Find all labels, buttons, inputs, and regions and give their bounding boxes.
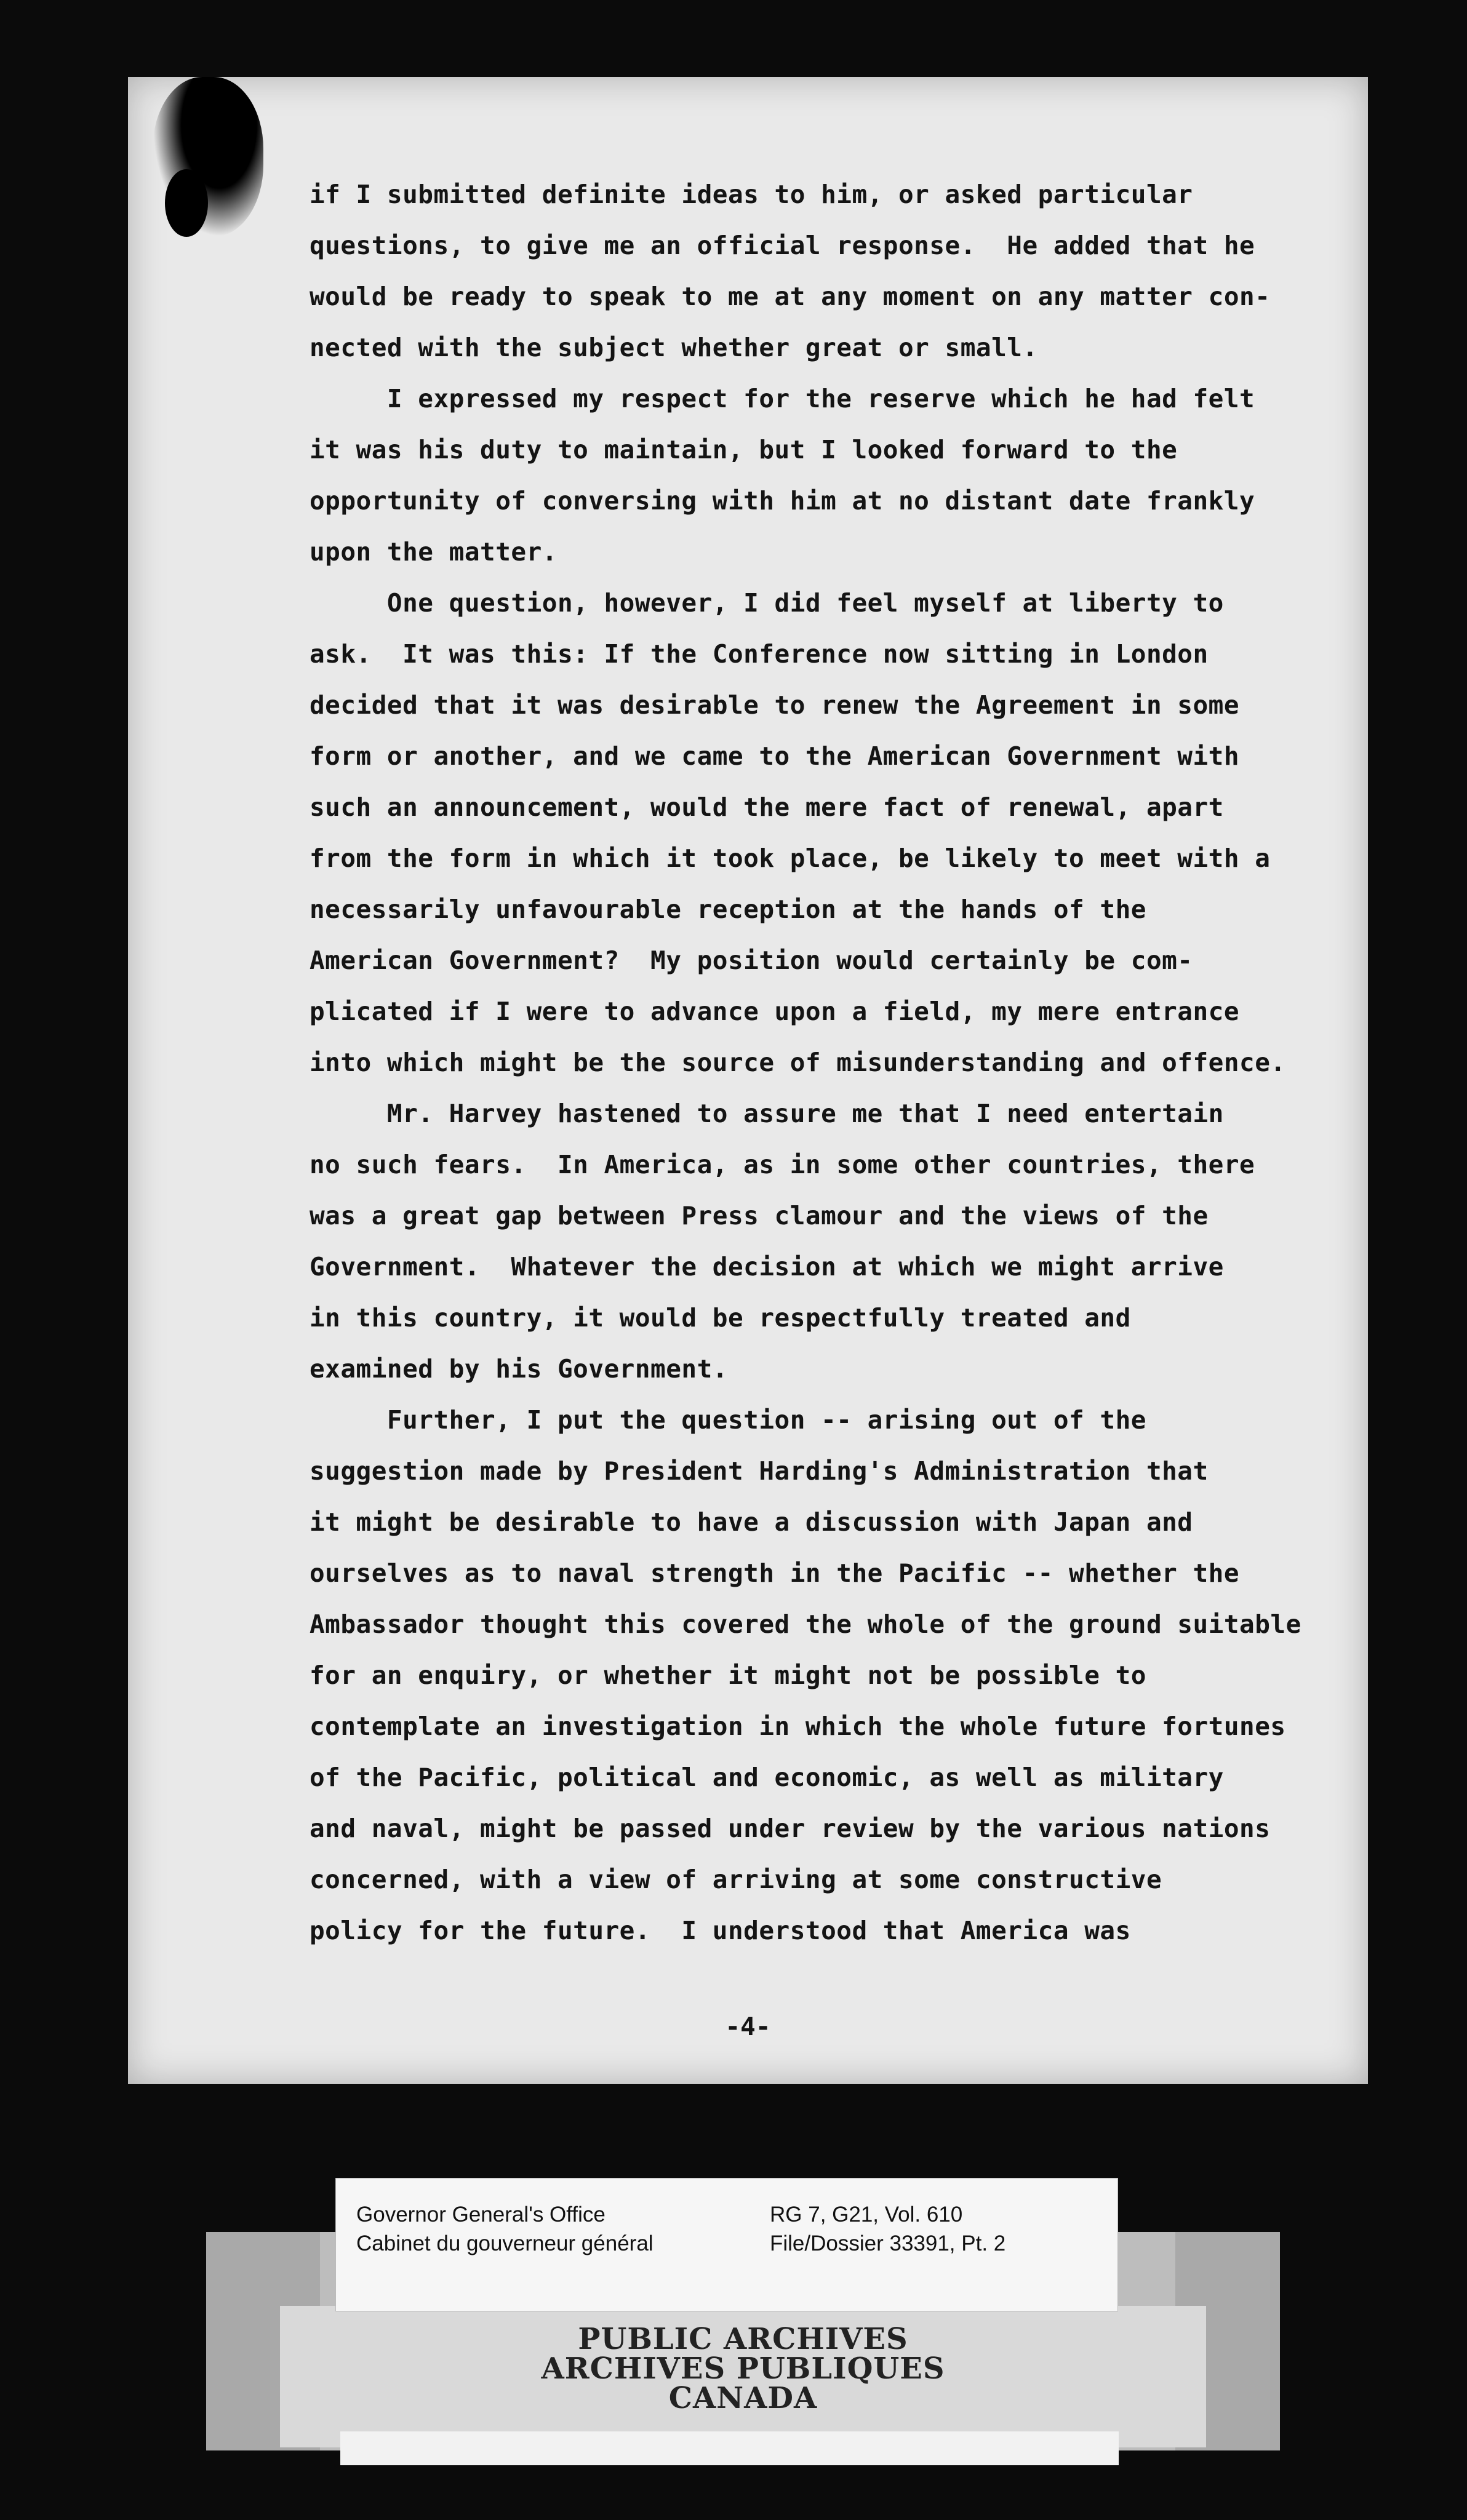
- text-line: examined by his Government.: [310, 1354, 728, 1384]
- text-line: ourselves as to naval strength in the Pacific -- whether the: [310, 1558, 1240, 1588]
- text-line: questions, to give me an official response. He added that he: [310, 231, 1255, 260]
- text-line: Further, I put the question -- arising out of the: [310, 1405, 1146, 1435]
- text-line: would be ready to speak to me at any moment on any matter con-: [310, 282, 1271, 311]
- text-line: Mr. Harvey hastened to assure me that I need entertain: [310, 1099, 1224, 1128]
- archive-label: [335, 2178, 1118, 2311]
- text-line: American Government? My position would certainly be com-: [310, 946, 1193, 975]
- text-line: into which might be the source of misunderstanding and offence.: [310, 1048, 1286, 1077]
- stamp-line: PUBLIC ARCHIVES: [578, 2322, 908, 2356]
- office-english: Governor General's Office: [356, 2203, 606, 2227]
- text-line: upon the matter.: [310, 537, 558, 567]
- stamp-line: CANADA: [668, 2381, 818, 2415]
- file-number: File/Dossier 33391, Pt. 2: [770, 2231, 1006, 2255]
- text-line: of the Pacific, political and economic, as well as military: [310, 1763, 1224, 1792]
- text-line: it was his duty to maintain, but I looked forward to the: [310, 435, 1178, 465]
- text-line: such an announcement, would the mere fact of renewal, apart: [310, 792, 1224, 822]
- text-line: concerned, with a view of arriving at some constructive: [310, 1865, 1162, 1894]
- ink-blot-drop: [165, 169, 208, 237]
- text-line: ask. It was this: If the Conference now sitting in London: [310, 639, 1209, 669]
- stamp-line: ARCHIVES PUBLIQUES: [541, 2351, 945, 2386]
- archive-label-reference: [770, 2200, 1005, 2258]
- text-line: decided that it was desirable to renew the Agreement in some: [310, 690, 1240, 720]
- text-line: and naval, might be passed under review by the various nations: [310, 1814, 1271, 1843]
- text-line: nected with the subject whether great or small.: [310, 333, 1038, 362]
- page-number: -4-: [725, 2012, 771, 2041]
- text-line: in this country, it would be respectfully treated and: [310, 1303, 1131, 1333]
- text-line: form or another, and we came to the American Government with: [310, 741, 1240, 771]
- text-line: from the form in which it took place, be likely to meet with a: [310, 843, 1271, 873]
- text-line: Ambassador thought this covered the whole of the ground suitable: [310, 1609, 1301, 1639]
- office-french: Cabinet du gouverneur général: [356, 2231, 654, 2255]
- text-line: contemplate an investigation in which the whole future fortunes: [310, 1712, 1286, 1741]
- text-line: it might be desirable to have a discussion with Japan and: [310, 1507, 1193, 1537]
- text-line: suggestion made by President Harding's Administration that: [310, 1456, 1209, 1486]
- text-line: no such fears. In America, as in some other countries, there: [310, 1150, 1255, 1179]
- reference-number: RG 7, G21, Vol. 610: [770, 2203, 963, 2227]
- document-page: [128, 77, 1368, 2084]
- archive-label-office: [356, 2200, 654, 2258]
- text-line: plicated if I were to advance upon a field, my mere entrance: [310, 997, 1240, 1026]
- bottom-strip: [340, 2431, 1119, 2465]
- text-line: Government. Whatever the decision at which we might arrive: [310, 1252, 1224, 1282]
- text-line: policy for the future. I understood that America was: [310, 1916, 1131, 1945]
- text-line: One question, however, I did feel myself at liberty to: [310, 588, 1224, 618]
- text-line: was a great gap between Press clamour and the views of the: [310, 1201, 1209, 1230]
- text-line: for an enquiry, or whether it might not be possible to: [310, 1661, 1146, 1690]
- text-line: I expressed my respect for the reserve which he had felt: [310, 384, 1255, 413]
- archive-stamp: [206, 2324, 1280, 2413]
- text-line: if I submitted definite ideas to him, or asked particular: [310, 180, 1193, 209]
- text-line: opportunity of conversing with him at no distant date frankly: [310, 486, 1255, 516]
- typed-text: [310, 169, 1343, 1956]
- text-line: necessarily unfavourable reception at the hands of the: [310, 895, 1146, 924]
